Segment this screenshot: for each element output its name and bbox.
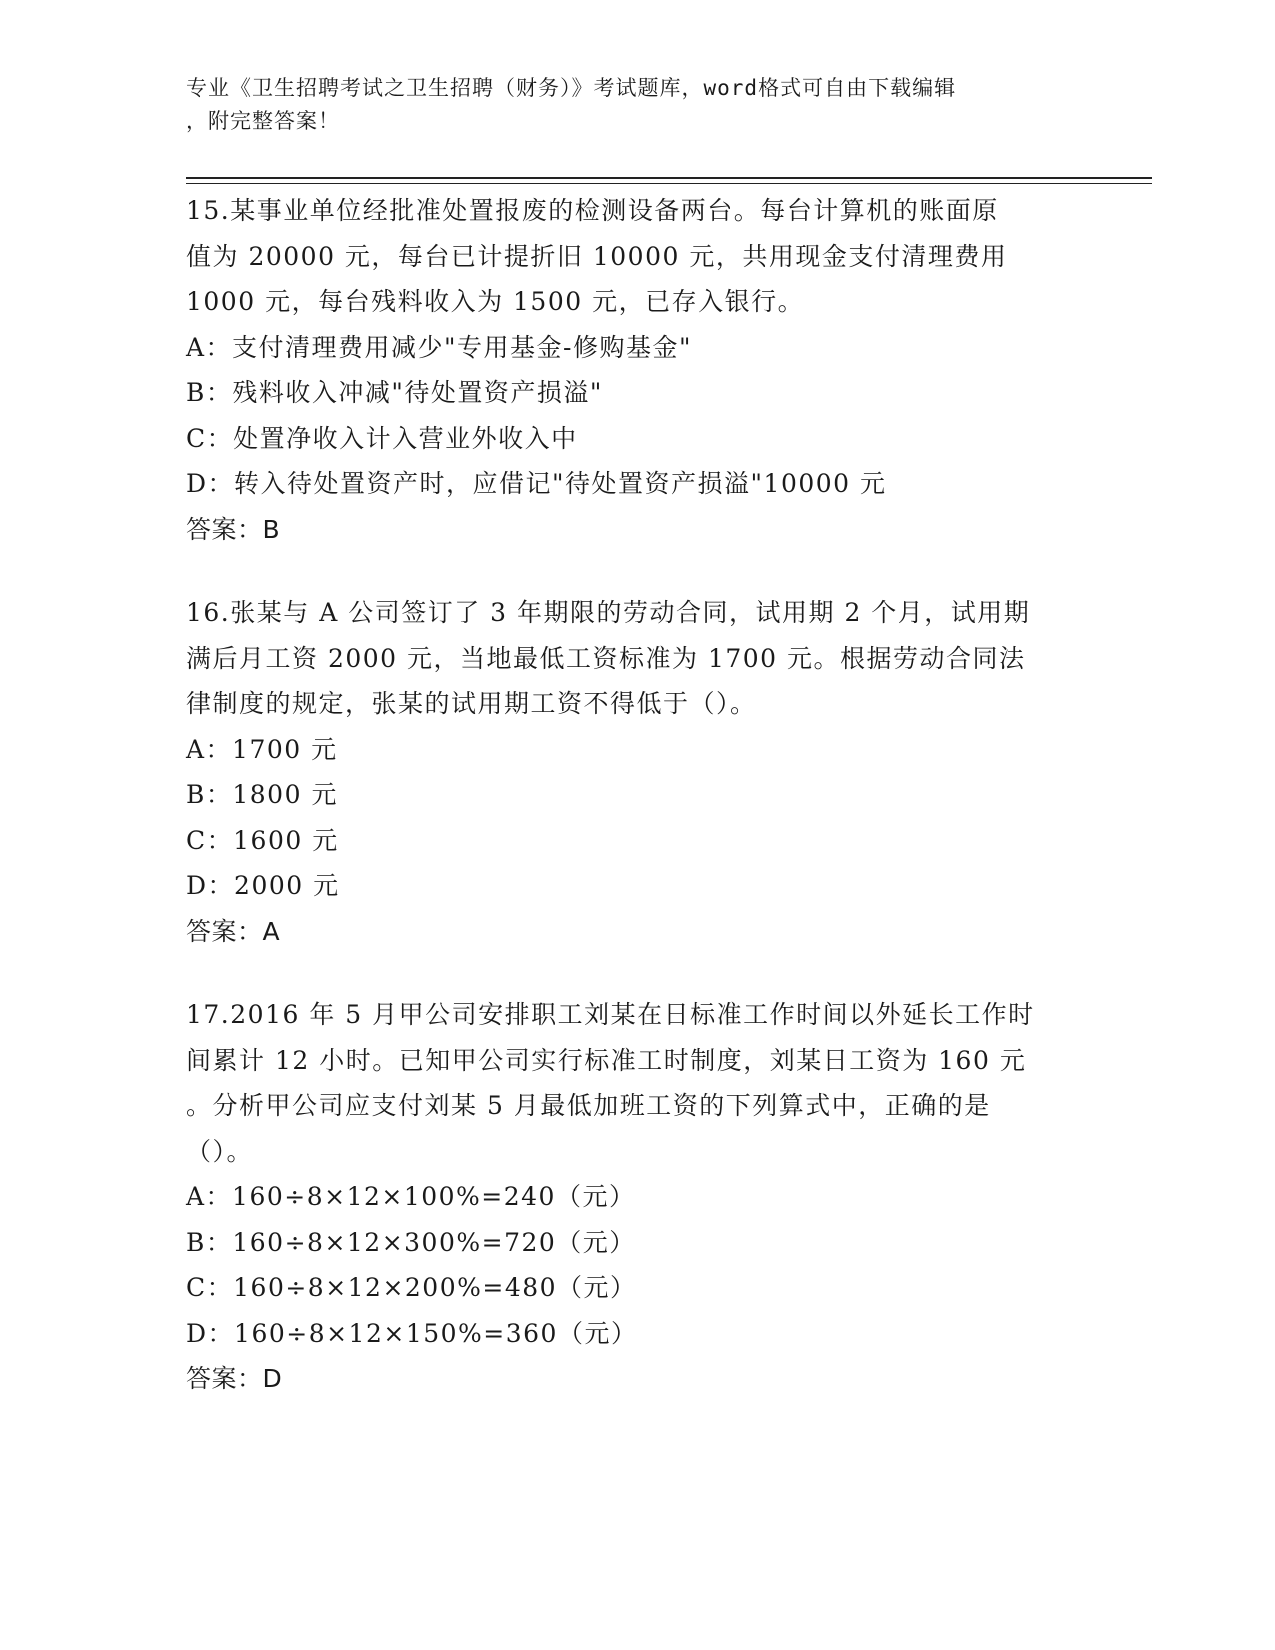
question-stem-line: 15.某事业单位经批准处置报废的检测设备两台。每台计算机的账面原 [186, 196, 999, 225]
question-stem-line: （）。 [186, 1136, 254, 1166]
header-divider-thin [186, 183, 1152, 184]
question-stem-line: 。分析甲公司应支付刘某 5 月最低加班工资的下列算式中，正确的是 [186, 1091, 991, 1120]
option-d: D：160÷8×12×150%=360（元） [186, 1318, 638, 1348]
option-d: D：转入待处置资产时，应借记"待处置资产损溢"10000 元 [186, 469, 887, 498]
option-b: B：160÷8×12×300%=720（元） [186, 1227, 636, 1257]
header-line: 专业《卫生招聘考试之卫生招聘（财务）》考试题库，word格式可自由下载编辑 [186, 76, 957, 100]
question-stem-line: 律制度的规定，张某的试用期工资不得低于（）。 [186, 689, 757, 718]
header-divider-thick [186, 177, 1152, 179]
question-stem-line: 值为 20000 元，每台已计提折旧 10000 元，共用现金支付清理费用 [186, 241, 1008, 271]
option-d: D：2000 元 [186, 871, 340, 900]
option-a: A：1700 元 [186, 734, 338, 764]
document-header [186, 72, 1086, 138]
question-stem-line: 满后月工资 2000 元，当地最低工资标准为 1700 元。根据劳动合同法 [186, 643, 1026, 673]
option-b: B：残料收入冲减"待处置资产损溢" [186, 378, 603, 407]
question-15 [186, 188, 1086, 552]
question-stem-line: 16.张某与 A 公司签订了 3 年期限的劳动合同，试用期 2 个月，试用期 [186, 598, 1031, 627]
option-b: B：1800 元 [186, 780, 338, 809]
option-c: C：1600 元 [186, 825, 339, 855]
question-stem-line: 1000 元，每台残料收入为 1500 元，已存入银行。 [186, 287, 805, 316]
header-line: ，附完整答案！ [186, 109, 340, 133]
option-a: A：160÷8×12×100%=240（元） [186, 1182, 636, 1211]
option-a: A：支付清理费用减少"专用基金-修购基金" [186, 332, 693, 362]
question-stem-line: 间累计 12 小时。已知甲公司实行标准工时制度，刘某日工资为 160 元 [186, 1045, 1027, 1075]
answer-line: 答案：A [186, 916, 281, 946]
answer-line: 答案：D [186, 1364, 283, 1393]
option-c: C：处置净收入计入营业外收入中 [186, 423, 578, 453]
answer-line: 答案：B [186, 514, 281, 544]
question-stem-line: 17.2016 年 5 月甲公司安排职工刘某在日标准工作时间以外延长工作时 [186, 1000, 1035, 1029]
question-17 [186, 992, 1086, 1402]
question-list [186, 188, 1086, 1440]
option-c: C：160÷8×12×200%=480（元） [186, 1273, 637, 1302]
question-16 [186, 590, 1086, 954]
